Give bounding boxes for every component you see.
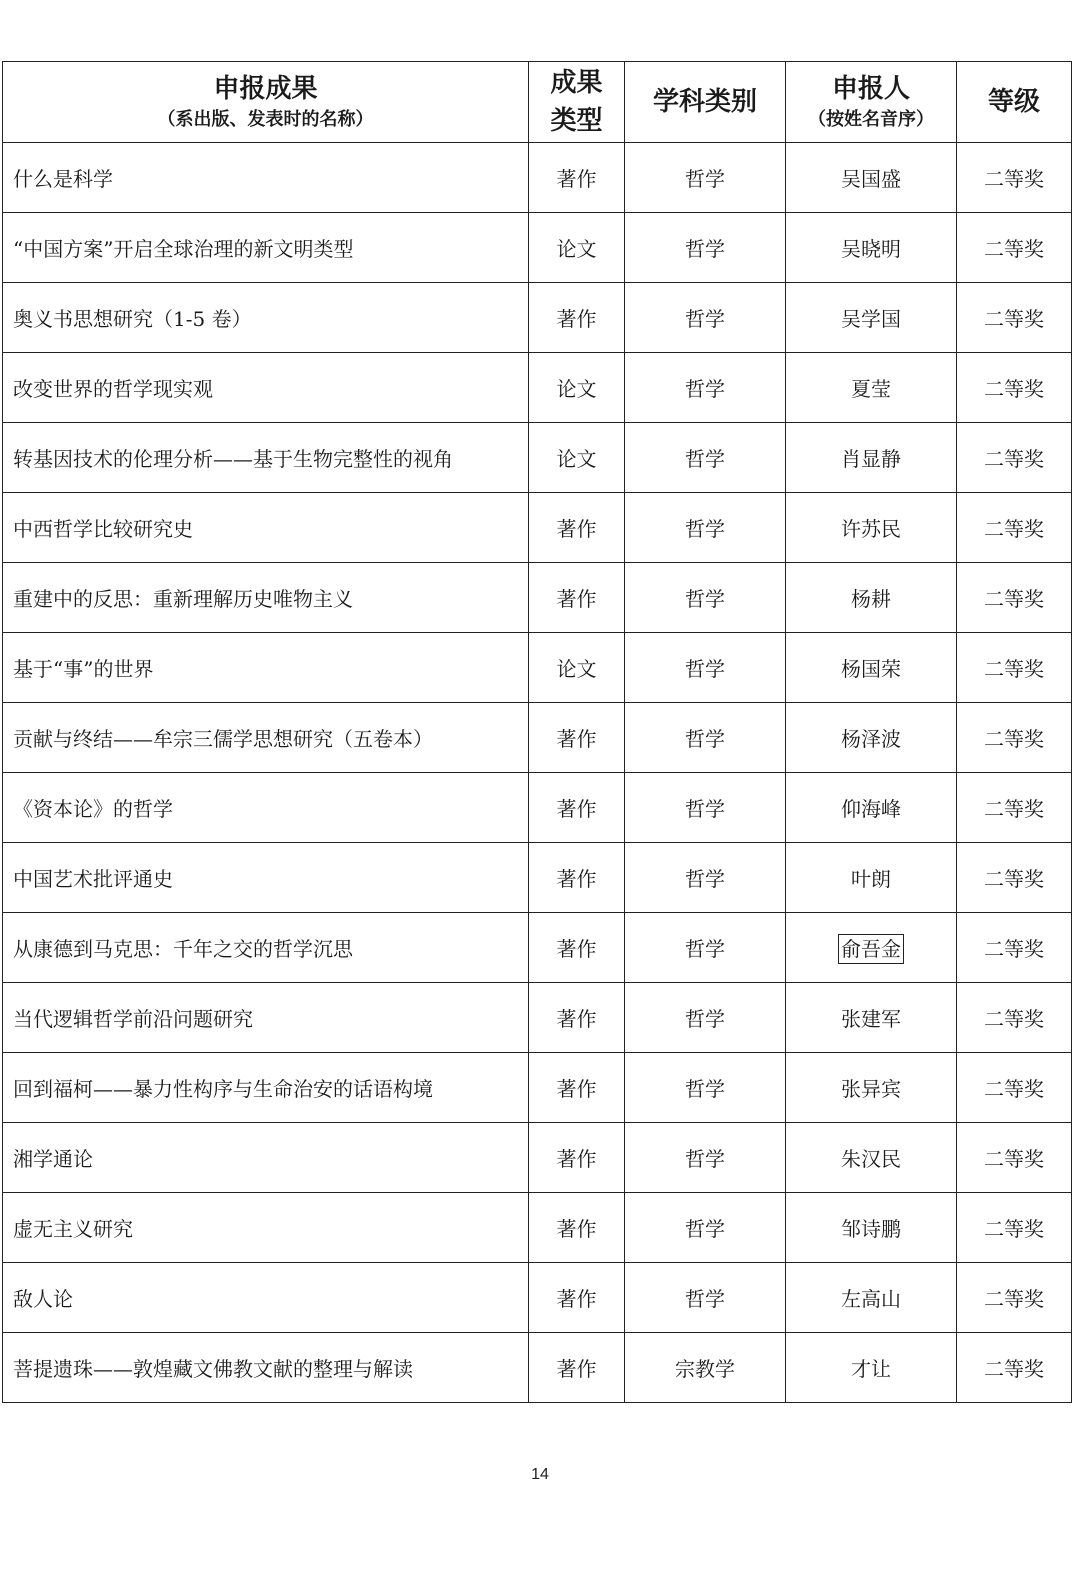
table-row <box>3 1193 1072 1263</box>
cell-title: 重建中的反思：重新理解历史唯物主义 <box>3 563 529 633</box>
cell-level: 二等奖 <box>957 493 1072 563</box>
cell-level: 二等奖 <box>957 213 1072 283</box>
cell-applicant: 叶朗 <box>786 843 957 913</box>
cell-title: 中国艺术批评通史 <box>3 843 529 913</box>
cell-type: 论文 <box>529 423 625 493</box>
cell-type: 著作 <box>529 773 625 843</box>
table-row <box>3 773 1072 843</box>
cell-level: 二等奖 <box>957 1263 1072 1333</box>
cell-applicant: 肖显静 <box>786 423 957 493</box>
cell-discipline: 哲学 <box>625 423 786 493</box>
cell-type: 著作 <box>529 983 625 1053</box>
cell-discipline: 哲学 <box>625 913 786 983</box>
cell-applicant: 杨泽波 <box>786 703 957 773</box>
cell-level: 二等奖 <box>957 353 1072 423</box>
header-type-line2: 类型 <box>550 106 603 136</box>
cell-title: 转基因技术的伦理分析——基于生物完整性的视角 <box>3 423 529 493</box>
cell-type: 著作 <box>529 1263 625 1333</box>
cell-type: 著作 <box>529 493 625 563</box>
cell-discipline: 哲学 <box>625 703 786 773</box>
cell-discipline: 哲学 <box>625 213 786 283</box>
cell-discipline: 哲学 <box>625 283 786 353</box>
cell-applicant: 邹诗鹏 <box>786 1193 957 1263</box>
cell-title: 回到福柯——暴力性构序与生命治安的话语构境 <box>3 1053 529 1123</box>
awards-table <box>2 61 1072 1403</box>
cell-discipline: 哲学 <box>625 353 786 423</box>
cell-title: 中西哲学比较研究史 <box>3 493 529 563</box>
header-type-line1: 成果 <box>550 68 603 98</box>
table-body <box>3 143 1072 1403</box>
table-row <box>3 913 1072 983</box>
cell-title: 奥义书思想研究（1-5 卷） <box>3 283 529 353</box>
cell-type: 著作 <box>529 143 625 213</box>
table-row <box>3 563 1072 633</box>
header-applicant-note: （按姓名音序） <box>808 109 934 130</box>
table-row <box>3 1053 1072 1123</box>
table-row <box>3 283 1072 353</box>
cell-discipline: 哲学 <box>625 773 786 843</box>
boxed-applicant-name: 俞吾金 <box>838 934 904 964</box>
table-row <box>3 1263 1072 1333</box>
table-row <box>3 633 1072 703</box>
cell-applicant: 左高山 <box>786 1263 957 1333</box>
cell-applicant: 夏莹 <box>786 353 957 423</box>
cell-title: 虚无主义研究 <box>3 1193 529 1263</box>
cell-applicant: 吴学国 <box>786 283 957 353</box>
cell-applicant: 仰海峰 <box>786 773 957 843</box>
cell-applicant: 才让 <box>786 1333 957 1403</box>
cell-type: 著作 <box>529 703 625 773</box>
cell-discipline: 哲学 <box>625 983 786 1053</box>
table-row <box>3 353 1072 423</box>
cell-level: 二等奖 <box>957 773 1072 843</box>
cell-title: 敌人论 <box>3 1263 529 1333</box>
cell-level: 二等奖 <box>957 843 1072 913</box>
table-row <box>3 703 1072 773</box>
header-level <box>957 62 1072 143</box>
cell-level: 二等奖 <box>957 1123 1072 1193</box>
cell-applicant: 杨国荣 <box>786 633 957 703</box>
header-discipline <box>625 62 786 143</box>
cell-type: 著作 <box>529 1333 625 1403</box>
cell-applicant <box>786 913 957 983</box>
cell-level: 二等奖 <box>957 143 1072 213</box>
cell-level: 二等奖 <box>957 633 1072 703</box>
cell-level: 二等奖 <box>957 1193 1072 1263</box>
cell-applicant: 朱汉民 <box>786 1123 957 1193</box>
cell-applicant: 吴晓明 <box>786 213 957 283</box>
header-type <box>529 62 625 143</box>
cell-discipline: 宗教学 <box>625 1333 786 1403</box>
cell-title: 贡献与终结——牟宗三儒学思想研究（五卷本） <box>3 703 529 773</box>
cell-discipline: 哲学 <box>625 143 786 213</box>
cell-title: 改变世界的哲学现实观 <box>3 353 529 423</box>
cell-level: 二等奖 <box>957 423 1072 493</box>
table-row <box>3 1333 1072 1403</box>
table-row <box>3 143 1072 213</box>
cell-type: 著作 <box>529 563 625 633</box>
cell-title: 基于“事”的世界 <box>3 633 529 703</box>
page-number: 14 <box>531 1466 549 1483</box>
cell-level: 二等奖 <box>957 1333 1072 1403</box>
cell-title: 菩提遗珠——敦煌藏文佛教文献的整理与解读 <box>3 1333 529 1403</box>
cell-type: 著作 <box>529 1123 625 1193</box>
cell-applicant: 杨耕 <box>786 563 957 633</box>
cell-level: 二等奖 <box>957 983 1072 1053</box>
header-achievement <box>3 62 529 143</box>
table-row <box>3 843 1072 913</box>
cell-applicant: 许苏民 <box>786 493 957 563</box>
header-applicant-label: 申报人 <box>831 73 910 104</box>
cell-type: 论文 <box>529 213 625 283</box>
cell-type: 著作 <box>529 1193 625 1263</box>
cell-discipline: 哲学 <box>625 1123 786 1193</box>
cell-discipline: 哲学 <box>625 1193 786 1263</box>
cell-level: 二等奖 <box>957 563 1072 633</box>
cell-discipline: 哲学 <box>625 563 786 633</box>
cell-discipline: 哲学 <box>625 1053 786 1123</box>
cell-type: 论文 <box>529 353 625 423</box>
cell-applicant: 张建军 <box>786 983 957 1053</box>
cell-discipline: 哲学 <box>625 1263 786 1333</box>
cell-level: 二等奖 <box>957 1053 1072 1123</box>
cell-title: 《资本论》的哲学 <box>3 773 529 843</box>
table-row <box>3 423 1072 493</box>
cell-level: 二等奖 <box>957 283 1072 353</box>
cell-title: “中国方案”开启全球治理的新文明类型 <box>3 213 529 283</box>
header-achievement-label: 申报成果 <box>213 73 318 104</box>
table-row <box>3 983 1072 1053</box>
header-row <box>3 62 1072 143</box>
header-achievement-note: （系出版、发表时的名称） <box>157 109 374 130</box>
cell-level: 二等奖 <box>957 703 1072 773</box>
cell-applicant: 张异宾 <box>786 1053 957 1123</box>
cell-type: 著作 <box>529 1053 625 1123</box>
cell-title: 湘学通论 <box>3 1123 529 1193</box>
cell-type: 著作 <box>529 283 625 353</box>
cell-applicant: 吴国盛 <box>786 143 957 213</box>
cell-title: 什么是科学 <box>3 143 529 213</box>
cell-level: 二等奖 <box>957 913 1072 983</box>
table-row <box>3 493 1072 563</box>
header-applicant <box>786 62 957 143</box>
cell-type: 著作 <box>529 843 625 913</box>
cell-discipline: 哲学 <box>625 843 786 913</box>
table-row <box>3 1123 1072 1193</box>
cell-type: 论文 <box>529 633 625 703</box>
header-level-label: 等级 <box>987 86 1040 117</box>
cell-title: 从康德到马克思：千年之交的哲学沉思 <box>3 913 529 983</box>
cell-title: 当代逻辑哲学前沿问题研究 <box>3 983 529 1053</box>
cell-discipline: 哲学 <box>625 633 786 703</box>
header-discipline-label: 学科类别 <box>652 86 757 117</box>
cell-type: 著作 <box>529 913 625 983</box>
table-row <box>3 213 1072 283</box>
cell-discipline: 哲学 <box>625 493 786 563</box>
